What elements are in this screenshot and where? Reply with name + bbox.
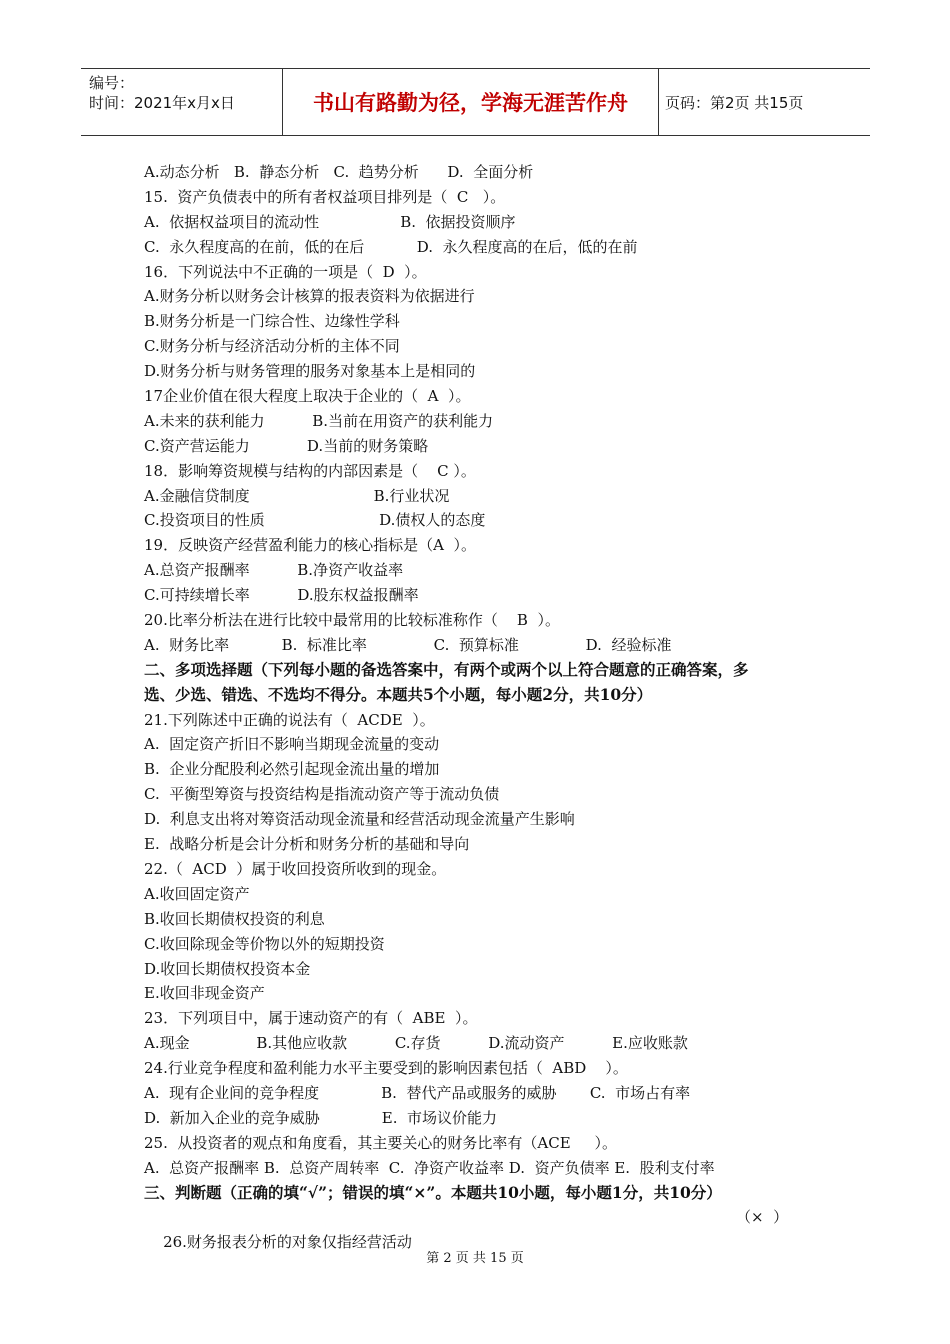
judgement-question bbox=[144, 1205, 824, 1252]
question-line: A. 现有企业间的竞争程度 B. 替代产品或服务的威胁 C. 市场占有率 bbox=[144, 1083, 691, 1102]
header-motto: 书山有路勤为径，学海无涯苦作舟 bbox=[313, 91, 628, 115]
question-line: D.财务分析与财务管理的服务对象基本上是相同的 bbox=[144, 362, 476, 381]
section-heading: 三、判断题（正确的填“√”；错误的填“×”。本题共10小题，每小题1分，共10分） bbox=[144, 1182, 722, 1202]
question-line: 19．反映资产经营盈利能力的核心指标是（A ）。 bbox=[144, 536, 476, 555]
question-line: B.收回长期债权投资的利息 bbox=[144, 909, 325, 928]
question-line: A.动态分析 B. 静态分析 C. 趋势分析 D. 全面分析 bbox=[144, 163, 534, 181]
question-line: A. 总资产报酬率 B. 总资产周转率 C. 净资产收益率 D. 资产负债率 E. 股利支付率 bbox=[144, 1158, 715, 1177]
section-heading: 二、多项选择题（下列每小题的备选答案中，有两个或两个以上符合题意的正确答案，多 bbox=[144, 659, 749, 679]
question-line: 17企业价值在很大程度上取决于企业的（ A ）。 bbox=[144, 387, 471, 406]
question-line: A.财务分析以财务会计核算的报表资料为依据进行 bbox=[144, 287, 475, 306]
question-line: C.资产营运能力 D.当前的财务策略 bbox=[144, 436, 429, 455]
number-label: 编号： bbox=[89, 74, 135, 92]
question-line: C.收回除现金等价物以外的短期投资 bbox=[144, 934, 385, 953]
question-line: C.投资项目的性质 D.债权人的态度 bbox=[144, 511, 486, 530]
question-line: A.收回固定资产 bbox=[144, 884, 250, 903]
question-line: A.金融信贷制度 B.行业状况 bbox=[144, 486, 450, 505]
question-line: C.财务分析与经济活动分析的主体不同 bbox=[144, 337, 400, 356]
question-line: D. 利息支出将对筹资活动现金流量和经营活动现金流量产生影响 bbox=[144, 810, 575, 829]
answer-mark: （× ） bbox=[736, 1208, 789, 1227]
question-line: 21.下列陈述中正确的说法有（ ACDE ）。 bbox=[144, 710, 435, 729]
question-line: 18．影响筹资规模与结构的内部因素是（ C ）。 bbox=[144, 461, 476, 480]
question-line: 16．下列说法中不正确的一项是（ D ）。 bbox=[144, 262, 427, 281]
header-divider-right bbox=[658, 69, 659, 135]
question-line: A.未来的获利能力 B.当前在用资产的获利能力 bbox=[144, 411, 494, 430]
page-body bbox=[144, 160, 824, 1252]
question-line: B.财务分析是一门综合性、边缘性学科 bbox=[144, 312, 400, 331]
question-line: C. 平衡型筹资与投资结构是指流动资产等于流动负债 bbox=[144, 785, 500, 804]
section-heading: 选、少选、错选、不选均不得分。本题共5个小题，每小题2分，共10分） bbox=[144, 684, 653, 704]
question-line: A. 依据权益项目的流动性 B. 依据投资顺序 bbox=[144, 212, 516, 231]
question-line: 22.（ ACD ）属于收回投资所收到的现金。 bbox=[144, 859, 447, 878]
question-line: 20.比率分析法在进行比较中最常用的比较标准称作（ B ）。 bbox=[144, 611, 560, 630]
header-page-info: 页码：第2页 共15页 bbox=[665, 94, 804, 112]
question-line: B. 企业分配股利必然引起现金流出量的增加 bbox=[144, 760, 440, 779]
question-line: A. 财务比率 B. 标准比率 C. 预算标准 D. 经验标准 bbox=[144, 635, 672, 654]
question-line: D. 新加入企业的竞争威胁 E. 市场议价能力 bbox=[144, 1108, 498, 1127]
question-line: C.可持续增长率 D.股东权益报酬率 bbox=[144, 586, 419, 605]
question-line: 23．下列项目中，属于速动资产的有（ ABE ）。 bbox=[144, 1009, 478, 1028]
header-meta bbox=[89, 73, 235, 113]
question-line: C. 永久程度高的在前，低的在后 D. 永久程度高的在后，低的在前 bbox=[144, 237, 638, 256]
question-line: 25. 从投资者的观点和角度看，其主要关心的财务比率有（ACE ）。 bbox=[144, 1133, 617, 1152]
question-line: 24.行业竞争程度和盈利能力水平主要受到的影响因素包括（ ABD ）。 bbox=[144, 1059, 628, 1078]
question-line: E.收回非现金资产 bbox=[144, 984, 265, 1003]
time-label: 时间：2021年x月x日 bbox=[89, 94, 235, 112]
page-footer: 第 2 页 共 15 页 bbox=[426, 1251, 524, 1266]
question-line: A.总资产报酬率 B.净资产收益率 bbox=[144, 561, 404, 580]
question-line: A. 固定资产折旧不影响当期现金流量的变动 bbox=[144, 735, 440, 754]
page-header bbox=[81, 68, 870, 136]
question-line: 15. 资产负债表中的所有者权益项目排列是（ C ）。 bbox=[144, 187, 506, 206]
question-text: 26.财务报表分析的对象仅指经营活动 bbox=[163, 1233, 412, 1252]
question-line: A.现金 B.其他应收款 C.存货 D.流动资产 E.应收账款 bbox=[144, 1034, 688, 1053]
question-line: D.收回长期债权投资本金 bbox=[144, 959, 311, 978]
question-line: E. 战略分析是会计分析和财务分析的基础和导向 bbox=[144, 835, 470, 854]
